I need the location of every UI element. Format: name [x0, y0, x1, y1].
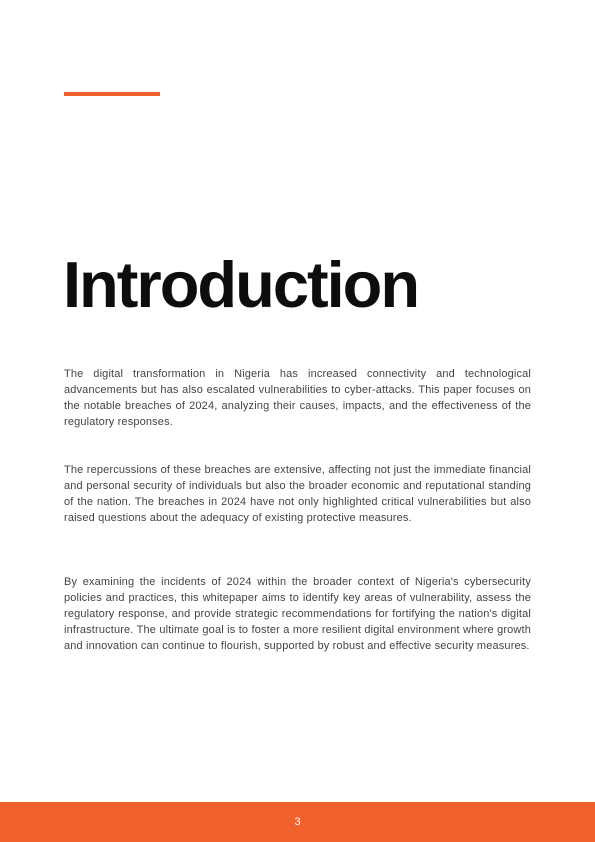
accent-bar	[64, 92, 160, 96]
intro-paragraph-3: By examining the incidents of 2024 within the broader context of Nigeria's cybersecurity policies and practices, this whitepaper aims to identify key areas of vulnerability, assess the regulatory response, and provide strategic recommendations for fortifying the nation's digital infrastructure. The ultimate goal is to foster a more resilient digital environment where growth and innovation can continue to flourish, supported by robust and effective security measures.	[64, 576, 531, 652]
page-number: 3	[294, 816, 301, 828]
page-title: Introduction	[63, 248, 419, 321]
page-footer	[0, 802, 595, 842]
intro-paragraph-2: The repercussions of these breaches are extensive, affecting not just the immediate financial and personal security of individuals but also the broader economic and reputational standing of the nation. The breaches in 2024 have not only highlighted critical vulnerabilities but also raised questions about the adequacy of existing protective measures.	[64, 464, 531, 524]
intro-paragraph-1: The digital transformation in Nigeria has increased connectivity and technological advancements but has also escalated vulnerabilities to cyber-attacks. This paper focuses on the notable breaches of 2024, analyzing their causes, impacts, and the effectiveness of the regulatory responses.	[64, 368, 531, 428]
